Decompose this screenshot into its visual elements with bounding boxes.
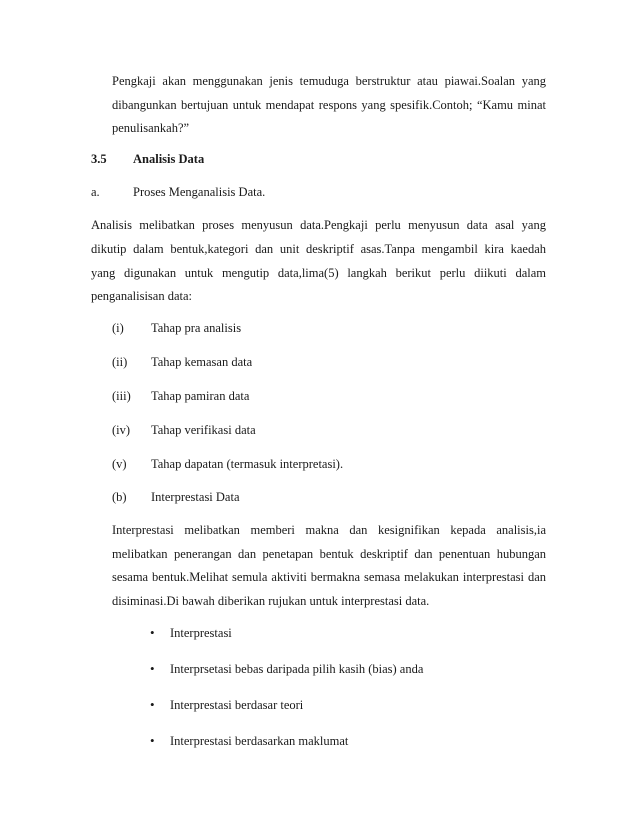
interp-line-2: melibatkan penerangan dan penetapan bentuk deskriptif dan penentuan hubungan xyxy=(112,547,546,561)
bullet-icon: • xyxy=(150,733,155,748)
step-num-5: (v) xyxy=(112,457,127,471)
interp-line-4: disiminasi.Di bawah diberikan rujukan untuk interprestasi data. xyxy=(112,594,430,608)
analysis-line-3: yang digunakan untuk mengutip data,lima(5) langkah berikut perlu diikuti dalam xyxy=(91,266,546,280)
bullet-item-4: Interprestasi berdasarkan maklumat xyxy=(170,734,349,748)
intro-line-3: penulisankah?” xyxy=(112,121,190,135)
analysis-line-2: dikutip dalam bentuk,kategori dan unit deskriptif asas.Tanpa mengambil kira kaedah xyxy=(91,242,546,256)
interp-line-1: Interprestasi melibatkan memberi makna dan kesignifikan kepada analisis,ia xyxy=(112,523,546,537)
bullet-item-3: Interprestasi berdasar teori xyxy=(170,698,304,712)
step-text-1: Tahap pra analisis xyxy=(151,321,242,335)
subsection-label: a. xyxy=(91,185,100,199)
step-text-3: Tahap pamiran data xyxy=(151,389,250,403)
step-num-1: (i) xyxy=(112,321,124,335)
bullet-icon: • xyxy=(150,625,155,640)
analysis-line-4: penganalisisan data: xyxy=(91,289,193,303)
step-text-6: Interprestasi Data xyxy=(151,490,240,504)
step-text-5: Tahap dapatan (termasuk interpretasi). xyxy=(151,457,344,471)
bullet-icon: • xyxy=(150,661,155,676)
step-num-3: (iii) xyxy=(112,389,131,403)
bullet-icon: • xyxy=(150,697,155,712)
step-num-2: (ii) xyxy=(112,355,128,369)
section-title: Analisis Data xyxy=(133,152,205,166)
bullet-item-1: Interprestasi xyxy=(170,626,232,640)
step-num-6: (b) xyxy=(112,490,127,504)
bullet-item-2: Interprsetasi bebas daripada pilih kasih (bias) anda xyxy=(170,662,424,676)
intro-line-2: dibangunkan bertujuan untuk mendapat respons yang spesifik.Contoh; “Kamu minat xyxy=(112,98,546,112)
step-text-4: Tahap verifikasi data xyxy=(151,423,256,437)
analysis-line-1: Analisis melibatkan proses menyusun data.Pengkaji perlu menyusun data asal yang xyxy=(91,218,546,232)
interp-line-3: sesama bentuk.Melihat semula aktiviti bermakna semasa melakukan interprestasi dan xyxy=(112,570,546,584)
step-text-2: Tahap kemasan data xyxy=(151,355,253,369)
step-num-4: (iv) xyxy=(112,423,131,437)
subsection-title: Proses Menganalisis Data. xyxy=(133,185,266,199)
section-number: 3.5 xyxy=(91,152,107,166)
intro-line-1: Pengkaji akan menggunakan jenis temuduga berstruktur atau piawai.Soalan yang xyxy=(112,74,546,88)
